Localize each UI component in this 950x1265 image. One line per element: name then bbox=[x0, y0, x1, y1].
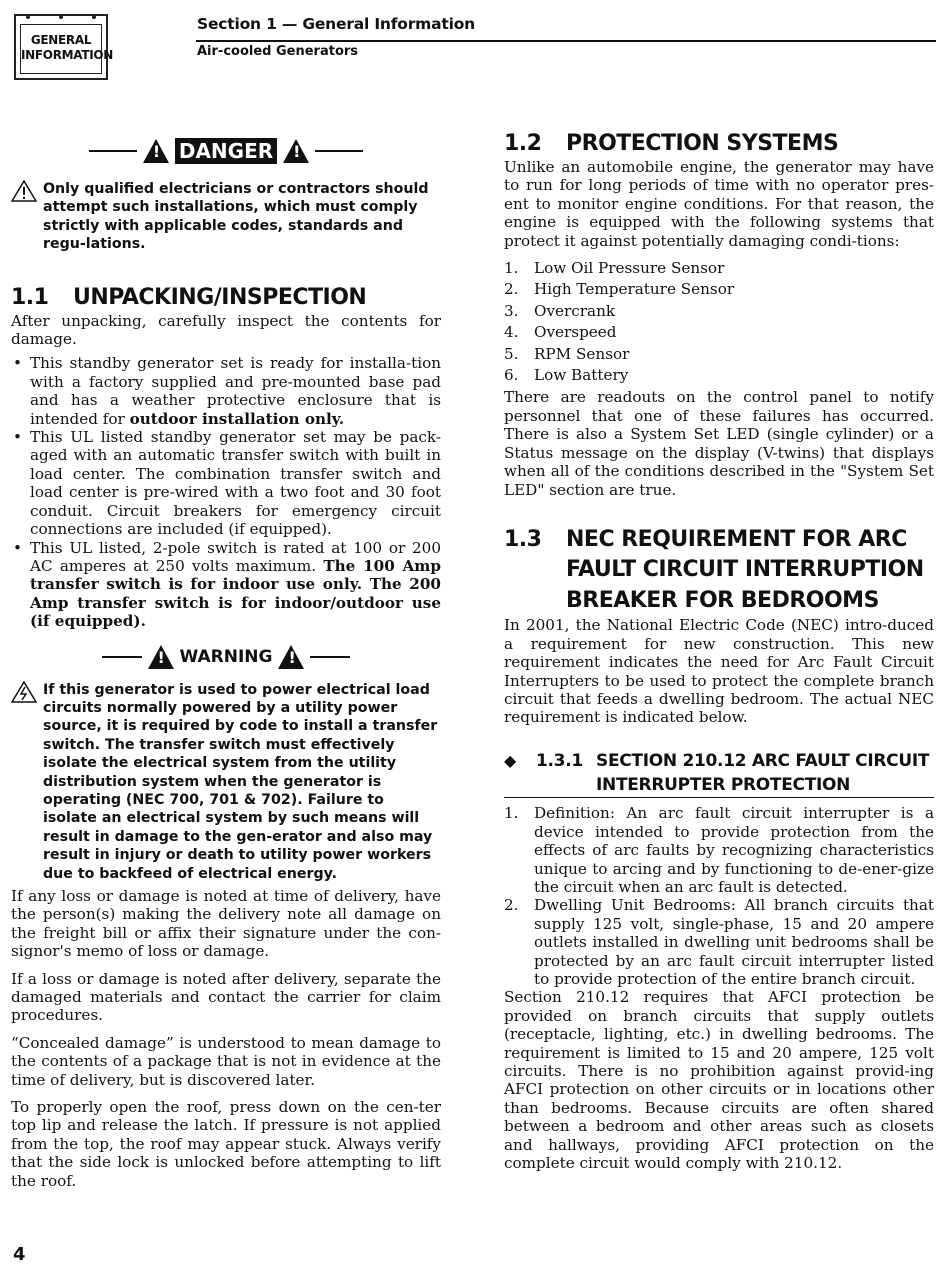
heading-1-1-number: 1.1 bbox=[11, 284, 49, 310]
page-number: 4 bbox=[13, 1244, 26, 1265]
list-item bbox=[504, 258, 934, 279]
heading-1-1 bbox=[11, 284, 441, 312]
bullet-1-bold: outdoor installation only. bbox=[129, 409, 345, 428]
badge-rivets bbox=[26, 15, 96, 21]
list-item-number: 6. bbox=[504, 366, 519, 385]
heading-1-2 bbox=[504, 130, 934, 158]
general-information-badge bbox=[14, 14, 114, 80]
warning-triangle-icon bbox=[143, 139, 169, 163]
danger-text: Only qualified electricians or contractors should attempt such installations, which must comply strictly with applicable codes, standards and regu-lations. bbox=[43, 181, 429, 253]
bullet-2-text: This UL listed standby generator set may be pack-aged with an automatic transfer switch with built in load center. The combination transfer switch and load center is pre-wired with a two foot and 30 foot conduit. Circuit breakers for emergency circuit connections are included (if equipped). bbox=[30, 428, 441, 539]
unpacking-intro: After unpacking, carefully inspect the contents for damage. bbox=[11, 311, 441, 349]
list-item bbox=[504, 279, 934, 300]
bullet-1-text: This standby generator set is ready for installa-tion with a factory supplied and pre-mounted base pad and has a weather protective enclosure that is intended for bbox=[30, 354, 441, 428]
danger-header bbox=[11, 138, 441, 164]
roof-paragraph: To properly open the roof, press down on the cen-ter top lip and release the latch. If pressure is not applied from the top, the roof may appear stuck. Always verify that the side lock is unlocked before attempting to lift the roof. bbox=[11, 1098, 441, 1190]
bullet-3-text: This UL listed, 2-pole switch is rated at 100 or 200 AC amperes at 250 volts maximum. bbox=[30, 538, 441, 575]
warning-triangle-icon bbox=[148, 645, 174, 669]
list-item-text: Low Oil Pressure Sensor bbox=[534, 259, 725, 278]
danger-label: DANGER bbox=[175, 138, 277, 164]
bullet-item bbox=[11, 428, 441, 538]
heading-1-1-title: UNPACKING/INSPECTION bbox=[73, 284, 367, 310]
caution-triangle-icon bbox=[11, 180, 37, 202]
list-item bbox=[504, 365, 934, 386]
heading-1-3-1 bbox=[504, 749, 934, 797]
heading-1-3-1-number: 1.3.1 bbox=[536, 750, 583, 771]
badge-line-2: INFORMATION bbox=[21, 48, 114, 62]
unpacking-bullets bbox=[11, 354, 441, 630]
delivery-paragraph-1: If any loss or damage is noted at time of delivery, have the person(s) making the delivery note all damage on the freight bill or affix their signature under the con-signor's memo of loss or damage. bbox=[11, 887, 441, 961]
concealed-damage-paragraph: “Concealed damage” is understood to mean damage to the contents of a package that is not in evidence at the time of delivery, but is discovered later. bbox=[11, 1033, 441, 1089]
list-item-text: Definition: An arc fault circuit interrupter is a device intended to provide protection from the effects of arc faults by recognizing characteristics unique to arcing and by functioning to de-ener-gize the circuit when an arc fault is detected. bbox=[534, 804, 934, 896]
header-rule bbox=[196, 40, 936, 42]
list-item-text: Overspeed bbox=[534, 323, 617, 342]
warning-rule-right bbox=[310, 656, 350, 658]
list-item-number: 2. bbox=[504, 280, 519, 299]
heading-1-3-title: NEC REQUIREMENT FOR ARC FAULT CIRCUIT INTERRUPTION BREAKER FOR BEDROOMS bbox=[566, 526, 924, 613]
left-column bbox=[11, 138, 441, 1190]
list-item bbox=[504, 322, 934, 343]
list-item-number: 5. bbox=[504, 344, 519, 363]
danger-rule-left bbox=[89, 150, 137, 152]
warning-triangle-icon bbox=[283, 139, 309, 163]
section-subtitle: Air-cooled Generators bbox=[197, 44, 359, 59]
protection-systems-list bbox=[504, 258, 934, 386]
list-item-text: Low Battery bbox=[534, 366, 629, 385]
list-item-text: High Temperature Sensor bbox=[534, 280, 735, 299]
warning-label: WARNING bbox=[179, 646, 273, 667]
warning-rule-left bbox=[102, 656, 142, 658]
bullet-3-bold: The 100 Amp transfer switch is for indoor use only. The 200 Amp transfer switch is for indoor/outdoor use (if equipped). bbox=[30, 556, 441, 631]
protection-intro: Unlike an automobile engine, the generator may have to run for long periods of time with no operator pres-ent to monitor engine conditions. For that reason, the engine is equipped with the following systems that protect it against potentially damaging condi-tions: bbox=[504, 158, 934, 250]
afci-definitions-list bbox=[504, 804, 934, 988]
bullet-item bbox=[11, 539, 441, 631]
list-item-text: Overcrank bbox=[534, 301, 616, 320]
section-210-12-paragraph: Section 210.12 requires that AFCI protection be provided on branch circuits that supply outlets (receptacle, lighting, etc.) in dwelling bedrooms. The requirement is limited to 15 and 20 ampere, 125 volt circuits. There is no prohibition against provid-ing AFCI protection on other circuits or in locations other than bedrooms. Because circuits are often shared between a bedroom and other areas such as closets and hallways, providing AFCI protection on the complete circuit would comply with 210.12. bbox=[504, 988, 934, 1173]
list-item bbox=[504, 344, 934, 365]
list-item-number: 3. bbox=[504, 301, 519, 320]
electric-hazard-icon bbox=[11, 681, 37, 703]
section-title: Section 1 — General Information bbox=[197, 15, 475, 33]
list-item-text: RPM Sensor bbox=[534, 344, 630, 363]
readouts-paragraph: There are readouts on the control panel to notify personnel that one of these failures has occurred. There is also a System Set LED (single cylinder) or a Status message on the display (V-twins) that displays when all of the conditions described in the "System Set LED" section are true. bbox=[504, 388, 934, 499]
diamond-bullet-icon: ◆ bbox=[504, 750, 517, 770]
list-item-text: Dwelling Unit Bedrooms: All branch circuits that supply 125 volt, single-phase, 15 and 20 ampere outlets installed in dwelling unit bedrooms shall be protected by an arc fault circuit interrupter listed to provide protection of the entire branch circuit. bbox=[534, 896, 934, 988]
heading-1-3-1-title: SECTION 210.12 ARC FAULT CIRCUIT INTERRUPTER PROTECTION bbox=[596, 750, 930, 795]
nec-paragraph: In 2001, the National Electric Code (NEC) intro-duced a requirement for new construction. This new requirement indicates the need for Arc Fault Circuit Interrupters to be used to protect the complete branch circuit that feeds a dwelling bedroom. The actual NEC requirement is indicated below. bbox=[504, 616, 934, 727]
heading-1-2-title: PROTECTION SYSTEMS bbox=[566, 131, 839, 156]
heading-1-3-1-rule bbox=[504, 797, 934, 799]
danger-rule-right bbox=[315, 150, 363, 152]
warning-text: If this generator is used to power electrical load circuits normally powered by a utility power source, it is required by code to install a transfer switch. The transfer switch must effectively isolate the electrical system from the utility distribution system when the generator is operating (NEC 700, 701 & 702). Failure to isolate an electrical system by such means will result in damage to the gen-erator and also may result in injury or death to utility power workers due to backfeed of electrical energy. bbox=[43, 681, 438, 882]
bullet-item bbox=[11, 354, 441, 428]
badge-line-1: GENERAL bbox=[30, 33, 92, 47]
warning-header bbox=[11, 645, 441, 669]
list-item bbox=[504, 896, 934, 988]
heading-1-2-number: 1.2 bbox=[504, 131, 542, 156]
delivery-paragraph-2: If a loss or damage is noted after delivery, separate the damaged materials and contact the carrier for claim procedures. bbox=[11, 969, 441, 1025]
list-item-number: 1. bbox=[504, 259, 519, 278]
list-item bbox=[504, 301, 934, 322]
badge-text bbox=[20, 24, 114, 74]
list-item-number: 2. bbox=[504, 896, 519, 915]
danger-callout bbox=[11, 180, 441, 254]
list-item-number: 1. bbox=[504, 804, 519, 823]
right-column bbox=[504, 130, 934, 1172]
warning-triangle-icon bbox=[278, 645, 304, 669]
list-item bbox=[504, 804, 934, 896]
warning-callout bbox=[11, 681, 441, 883]
heading-1-3 bbox=[504, 525, 934, 617]
heading-1-3-number: 1.3 bbox=[504, 526, 542, 552]
list-item-number: 4. bbox=[504, 323, 519, 342]
